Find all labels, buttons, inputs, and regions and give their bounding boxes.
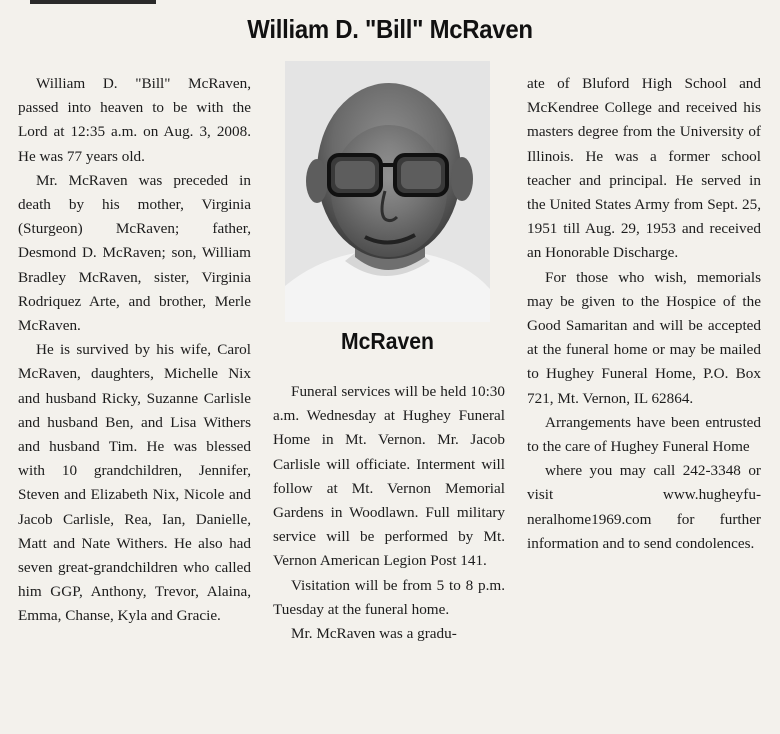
paragraph-memorials: For those who wish, memorials may be given to the Hospice of the Good Samaritan and will be accepted at the funeral home or may be mailed to Hughey Funeral Home, P.O. Box 721, Mt. Vernon, IL 62864. <box>527 268 761 407</box>
column-2 <box>273 380 505 646</box>
paragraph-visitation: Visitation will be from 5 to 8 p.m. Tuesday at the funeral home. <box>273 576 505 618</box>
paragraph-arrangements: Arrangements have been entrusted to the care of Hughey Funeral Home <box>527 413 761 456</box>
portrait-photo <box>285 61 490 322</box>
paragraph-education-service: ate of Bluford High School and McKendree College and received his masters degree from the University of Illinois. He was a former school teacher and principal. He served in the United States Army from Sept. 25, 1951 till Aug. 29, 1953 and received an Honorable Discharge. <box>527 75 761 262</box>
top-rule <box>30 0 156 4</box>
portrait-image <box>285 61 490 322</box>
paragraph-survived: He is survived by his wife, Carol McRaven, daughters, Michelle Nix and husband Ricky, Suzanne Carlisle and husband Ben, and Lisa Withers and husband Tim. He was blessed with 10 grandchildren, Jennifer, Steven and Elizabeth Nix, Nicole and Jacob Carlisle, Rea, Ian, Danielle, Matt and Nate Withers. He also had seven great-grandchildren who called him GGP, Anthony, Trevor, Alaina, Emma, Chanse, Kyla and Gracie. <box>18 341 251 625</box>
paragraph-graduate-start: Mr. McRaven was a gradu- <box>291 625 457 643</box>
column-1 <box>18 72 251 629</box>
paragraph-preceded: Mr. McRaven was preceded in death by his mother, Virginia (Sturgeon) McRaven; father, Desmond D. McRaven; son, William Bradley McRaven, sister, Virginia Rodriquez Arte, and brother, Merle McRaven. <box>18 171 251 335</box>
obituary-headline: William D. "Bill" McRaven <box>247 14 533 44</box>
paragraph-intro: William D. "Bill" McRaven, passed into heaven to be with the Lord at 12:35 a.m. on Aug. 3, 2008. He was 77 years old. <box>18 75 251 165</box>
photo-caption: McRaven <box>341 328 434 354</box>
paragraph-funeral-services: Funeral services will be held 10:30 a.m. Wednesday at Hughey Funeral Home in Mt. Vernon. Mr. Jacob Carlisle will officiate. Interment will follow at Mt. Vernon Memorial Gardens in Woodlawn. Full military service will be performed by Mt. Vernon American Legion Post 141. <box>273 383 505 570</box>
paragraph-contact: where you may call 242-3348 or visit www.hugheyfuneralhome1969.com for further information and to send condolences. <box>527 462 761 552</box>
column-3 <box>527 72 761 556</box>
